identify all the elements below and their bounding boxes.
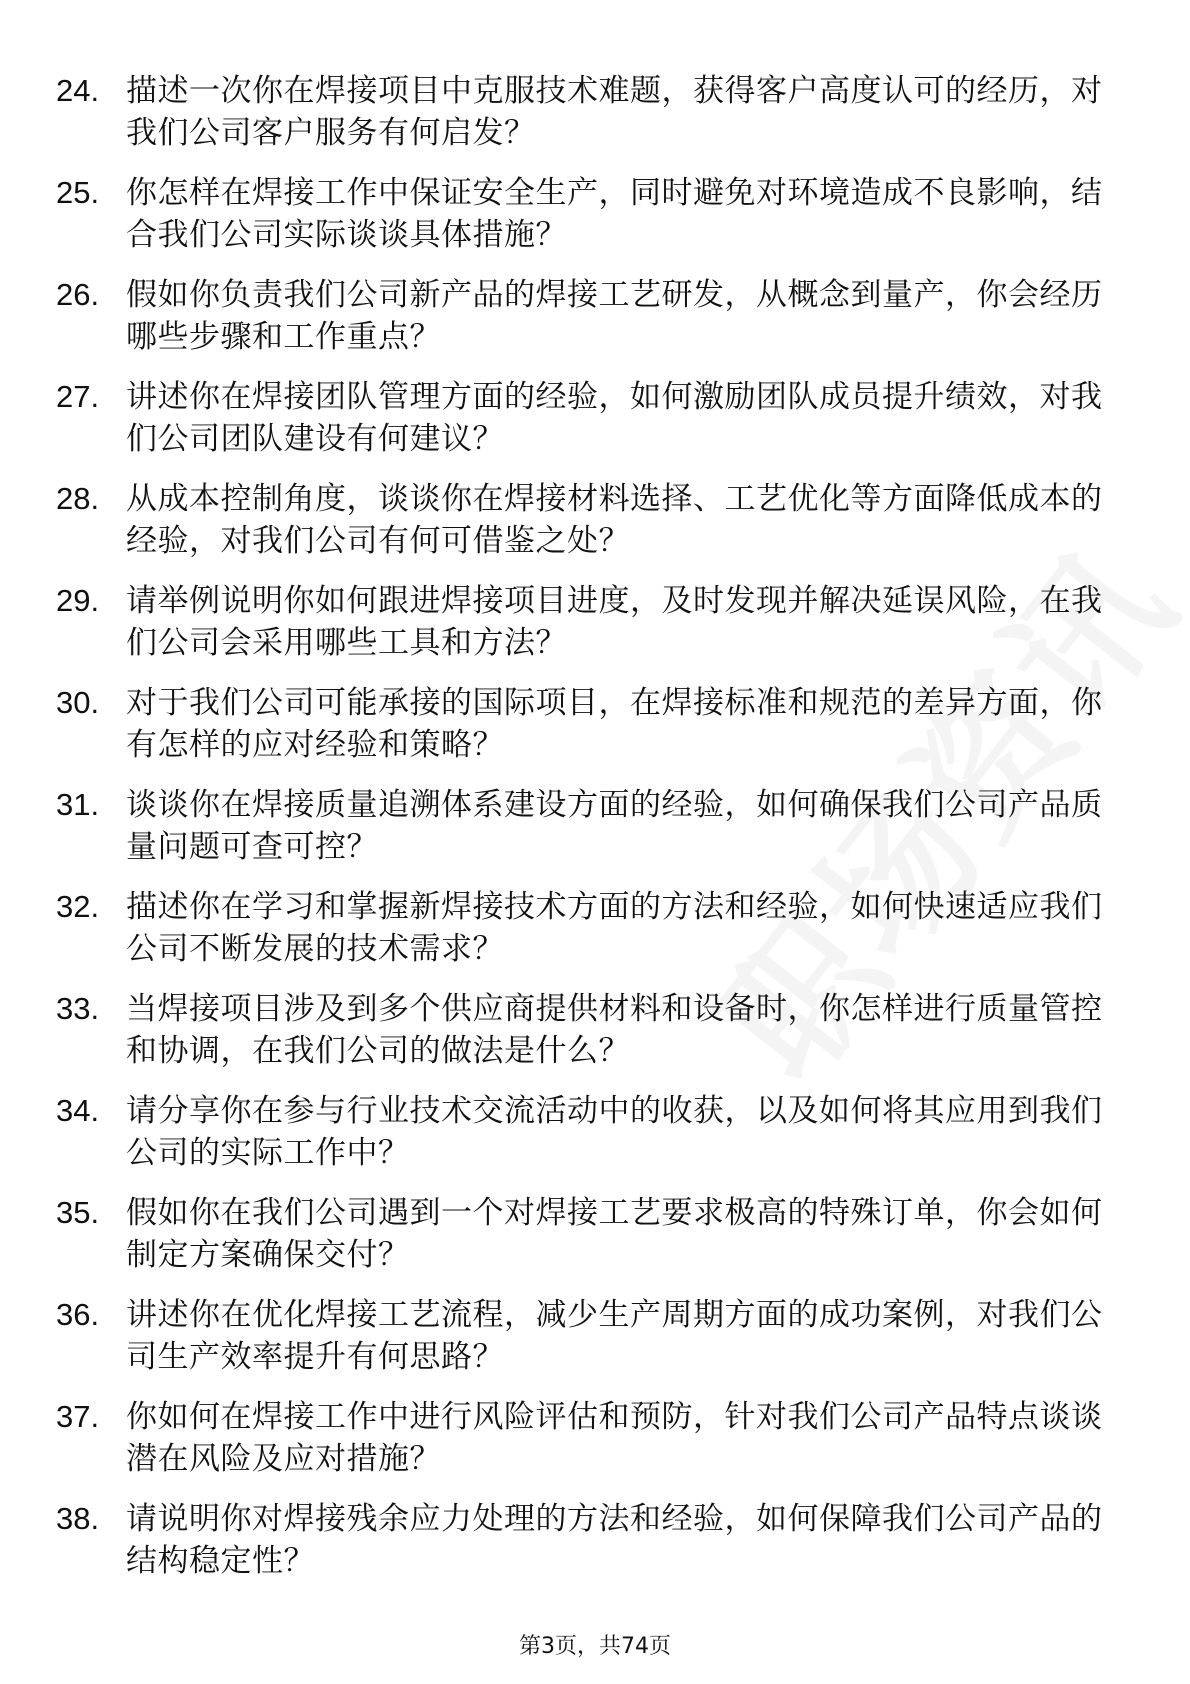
question-number: 35. (56, 1195, 100, 1230)
question-number: 30. (56, 685, 100, 720)
question-item (0, 376, 1190, 478)
question-text: 当焊接项目涉及到多个供应商提供材料和设备时，你怎样进行质量管控和协调，在我们公司的做法是什么？ (126, 991, 1103, 1069)
question-text: 请举例说明你如何跟进焊接项目进度，及时发现并解决延误风险，在我们公司会采用哪些工具和方法？ (126, 583, 1103, 661)
question-item (0, 988, 1190, 1090)
question-number: 28. (56, 481, 100, 516)
question-item (0, 784, 1190, 886)
question-item (0, 478, 1190, 580)
question-item (0, 1498, 1190, 1600)
question-text: 描述你在学习和掌握新焊接技术方面的方法和经验，如何快速适应我们公司不断发展的技术需求？ (126, 889, 1103, 967)
question-text: 你怎样在焊接工作中保证安全生产，同时避免对环境造成不良影响，结合我们公司实际谈谈具体措施？ (126, 175, 1103, 253)
question-text: 谈谈你在焊接质量追溯体系建设方面的经验，如何确保我们公司产品质量问题可查可控？ (126, 787, 1103, 865)
question-number: 25. (56, 175, 100, 210)
question-text: 你如何在焊接工作中进行风险评估和预防，针对我们公司产品特点谈谈潜在风险及应对措施？ (126, 1399, 1103, 1477)
question-text: 请说明你对焊接残余应力处理的方法和经验，如何保障我们公司产品的结构稳定性？ (126, 1501, 1103, 1579)
page-number-footer: 第3页，共74页 (519, 1634, 671, 1659)
question-number: 27. (56, 379, 100, 414)
question-item (0, 886, 1190, 988)
question-number: 37. (56, 1399, 100, 1434)
question-item (0, 70, 1190, 172)
question-text: 请分享你在参与行业技术交流活动中的收获，以及如何将其应用到我们公司的实际工作中？ (126, 1093, 1103, 1171)
question-number: 36. (56, 1297, 100, 1332)
question-number: 33. (56, 991, 100, 1026)
question-number: 31. (56, 787, 100, 822)
question-text: 讲述你在焊接团队管理方面的经验，如何激励团队成员提升绩效，对我们公司团队建设有何建议？ (126, 379, 1103, 457)
question-text: 讲述你在优化焊接工艺流程，减少生产周期方面的成功案例，对我们公司生产效率提升有何思路？ (126, 1297, 1103, 1375)
question-item (0, 1294, 1190, 1396)
question-number: 26. (56, 277, 100, 312)
question-number: 32. (56, 889, 100, 924)
question-item (0, 1396, 1190, 1498)
question-number: 24. (56, 73, 100, 108)
question-item (0, 682, 1190, 784)
question-item (0, 1090, 1190, 1192)
question-item (0, 580, 1190, 682)
question-text: 对于我们公司可能承接的国际项目，在焊接标准和规范的差异方面，你有怎样的应对经验和策略？ (126, 685, 1103, 763)
question-text: 假如你在我们公司遇到一个对焊接工艺要求极高的特殊订单，你会如何制定方案确保交付？ (126, 1195, 1103, 1273)
question-item (0, 274, 1190, 376)
question-text: 描述一次你在焊接项目中克服技术难题，获得客户高度认可的经历，对我们公司客户服务有何启发？ (126, 73, 1103, 151)
question-number: 38. (56, 1501, 100, 1536)
question-number: 29. (56, 583, 100, 618)
question-text: 从成本控制角度，谈谈你在焊接材料选择、工艺优化等方面降低成本的经验，对我们公司有何可借鉴之处？ (126, 481, 1103, 559)
question-item (0, 1192, 1190, 1294)
question-list (0, 70, 1190, 1600)
question-text: 假如你负责我们公司新产品的焊接工艺研发，从概念到量产，你会经历哪些步骤和工作重点？ (126, 277, 1103, 355)
question-item (0, 172, 1190, 274)
question-number: 34. (56, 1093, 100, 1128)
